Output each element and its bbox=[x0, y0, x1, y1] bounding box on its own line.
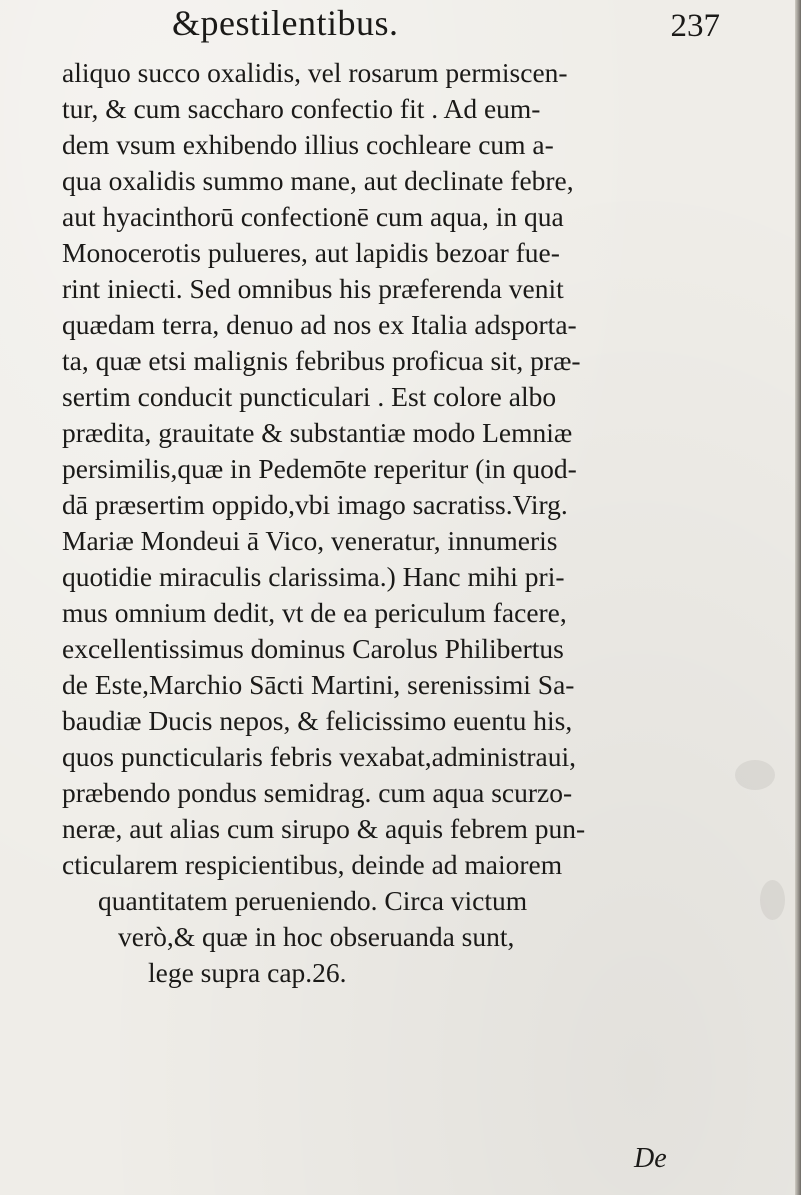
text-line: aliquo succo oxalidis, vel rosarum permiscen- bbox=[62, 57, 568, 88]
text-line: qua oxalidis summo mane, aut declinate febre, bbox=[62, 165, 574, 196]
text-line: quantitatem perueniendo. Circa victum bbox=[98, 885, 528, 916]
text-line: aut hyacinthorū confectionē cum aqua, in qua bbox=[62, 201, 564, 232]
text-line: quædam terra, denuo ad nos ex Italia adsporta- bbox=[62, 309, 577, 340]
text-line: baudiæ Ducis nepos, & felicissimo euentu his, bbox=[62, 705, 573, 736]
text-line: Monocerotis pulueres, aut lapidis bezoar fue- bbox=[62, 237, 560, 268]
text-line: rint iniecti. Sed omnibus his præferenda venit bbox=[62, 273, 564, 304]
page-stain bbox=[760, 880, 785, 920]
text-line: cticularem respicientibus, deinde ad maiorem bbox=[62, 849, 563, 880]
page-number: 237 bbox=[670, 8, 720, 44]
text-line: excellentissimus dominus Carolus Philibertus bbox=[62, 633, 564, 664]
text-line: dā præsertim oppido,vbi imago sacratiss.Virg. bbox=[62, 489, 568, 520]
text-line: verò,& quæ in hoc obseruanda sunt, bbox=[118, 921, 515, 952]
text-line: prædita, grauitate & substantiæ modo Lemniæ bbox=[62, 417, 573, 448]
text-line: mus omnium dedit, vt de ea periculum facere, bbox=[62, 597, 567, 628]
text-line: ta, quæ etsi malignis febribus proficua sit, præ- bbox=[62, 345, 581, 376]
text-line: neræ, aut alias cum sirupo & aquis febrem pun- bbox=[62, 813, 586, 844]
page-stain bbox=[735, 760, 775, 790]
text-line: Mariæ Mondeui ā Vico, veneratur, innumeris bbox=[62, 525, 558, 556]
page-header bbox=[160, 0, 720, 56]
text-line: de Este,Marchio Sācti Martini, serenissimi Sa- bbox=[62, 669, 575, 700]
text-line: quos puncticularis febris vexabat,administraui, bbox=[62, 741, 576, 772]
text-line: præbendo pondus semidrag. cum aqua scurzo- bbox=[62, 777, 573, 808]
text-line: lege supra cap.26. bbox=[148, 957, 347, 988]
text-line: quotidie miraculis clarissima.) Hanc mihi pri- bbox=[62, 561, 565, 592]
text-line: persimilis,quæ in Pedemōte reperitur (in quod- bbox=[62, 453, 577, 484]
text-line: tur, & cum saccharo confectio fit . Ad eum- bbox=[62, 93, 541, 124]
text-line: sertim conducit puncticulari . Est colore albo bbox=[62, 381, 557, 412]
page-edge-shadow bbox=[795, 0, 801, 1195]
catchword: De bbox=[634, 1143, 667, 1174]
text-line: dem vsum exhibendo illius cochleare cum a- bbox=[62, 129, 554, 160]
running-title: &pestilentibus. bbox=[172, 3, 399, 43]
